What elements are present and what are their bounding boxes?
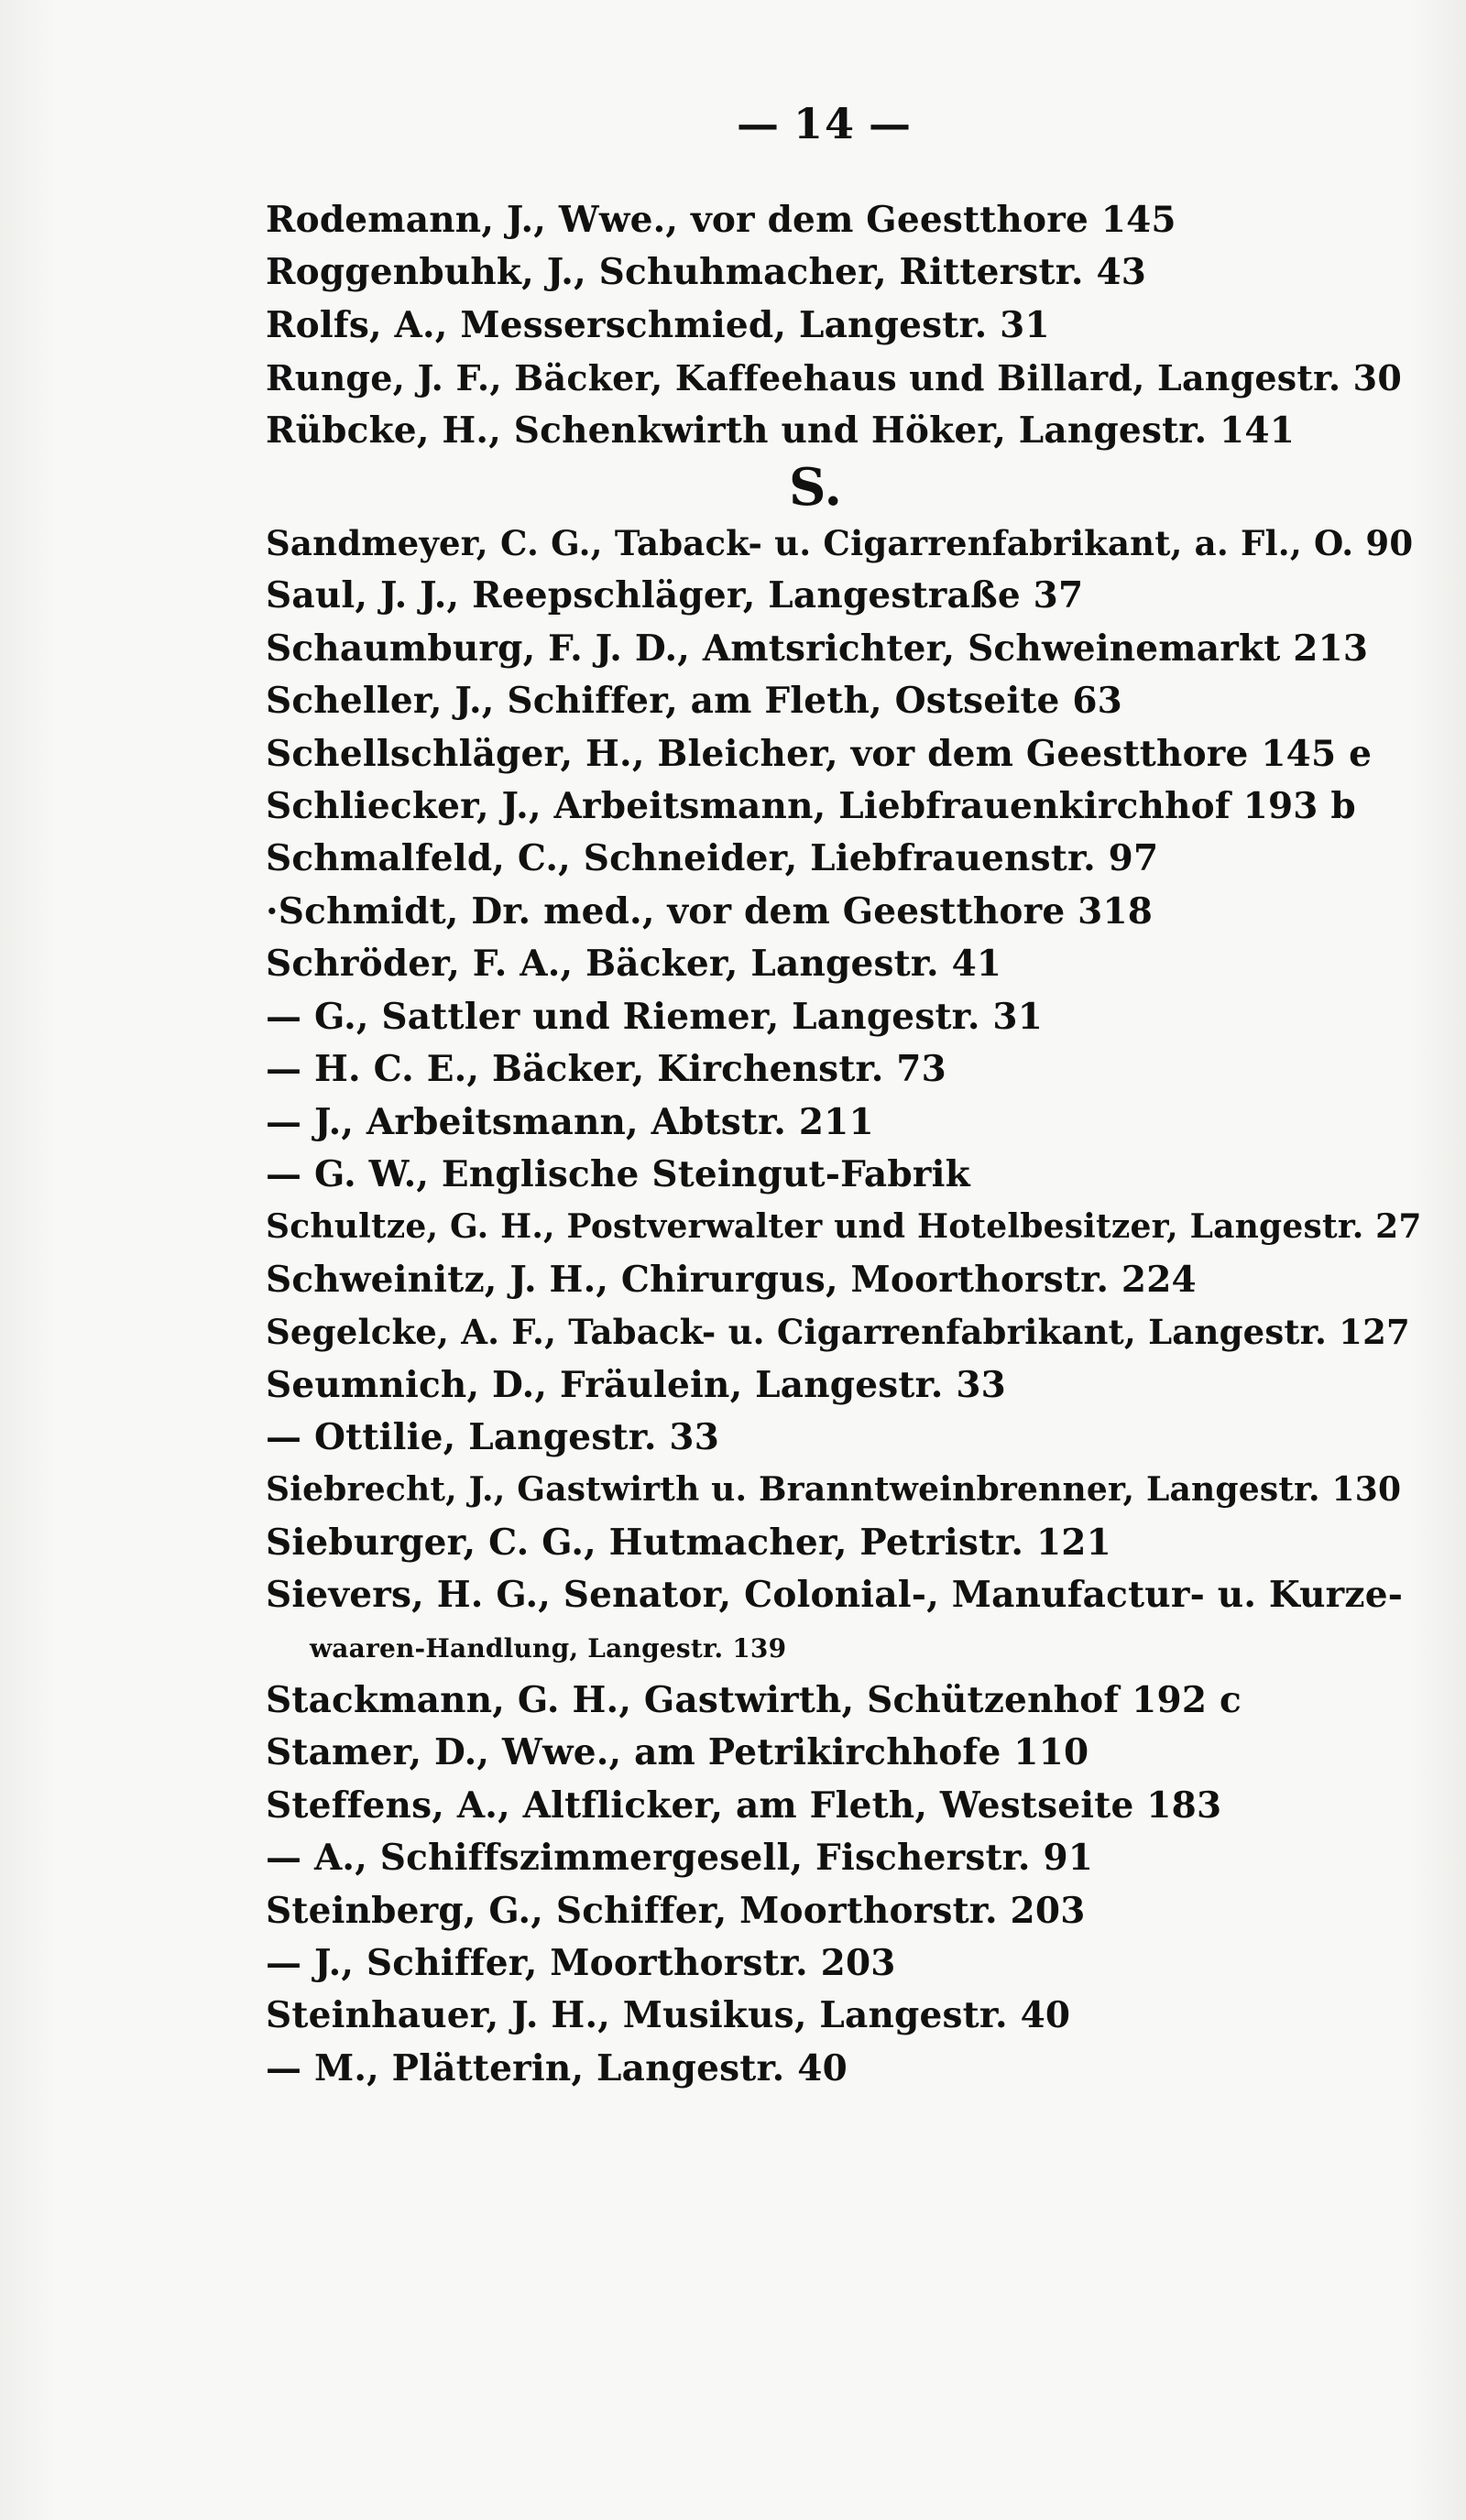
entry-ruebcke: Rübcke, H., Schenkwirth und Höker, Langestr. 141	[266, 409, 1296, 452]
entry-steinberg-j: — J., Schiffer, Moorthorstr. 203	[266, 1942, 896, 1984]
entry-seumnich-ottilie: — Ottilie, Langestr. 33	[266, 1415, 720, 1458]
page-number-value: 14	[793, 99, 856, 148]
entry-stamer: Stamer, D., Wwe., am Petrikirchhofe 110	[266, 1731, 1089, 1774]
entry-schultze: Schultze, G. H., Postverwalter und Hotelbesitzer, Langestr. 27	[266, 1207, 1422, 1247]
entry-schroeder-j: — J., Arbeitsmann, Abtstr. 211	[266, 1100, 874, 1143]
section-heading-s: S.	[789, 457, 842, 518]
entry-runge: Runge, J. F., Bäcker, Kaffeehaus und Billard, Langestr. 30	[266, 357, 1402, 399]
dash-right: —	[869, 99, 913, 148]
entry-schroeder-g: — G., Sattler und Riemer, Langestr. 31	[266, 995, 1044, 1038]
entry-steffens: Steffens, A., Altflicker, am Fleth, Westseite 183	[266, 1784, 1222, 1827]
entry-schliecker: Schliecker, J., Arbeitsmann, Liebfrauenkirchhof 193 b	[266, 785, 1356, 828]
entry-steinberg: Steinberg, G., Schiffer, Moorthorstr. 203	[266, 1889, 1086, 1932]
entry-schweinitz: Schweinitz, J. H., Chirurgus, Moorthorstr. 224	[266, 1258, 1197, 1301]
entry-sandmeyer: Sandmeyer, C. G., Taback- u. Cigarrenfabrikant, a. Fl., O. 90	[266, 523, 1414, 564]
entry-roggenbuhk: Roggenbuhk, J., Schuhmacher, Ritterstr. 43	[266, 251, 1147, 294]
page-number	[0, 99, 1466, 148]
entry-schaumburg: Schaumburg, F. J. D., Amtsrichter, Schweinemarkt 213	[266, 627, 1369, 670]
entry-schellschlaeger: Schellschläger, H., Bleicher, vor dem Geestthore 145 e	[266, 732, 1373, 775]
entry-sieburger: Sieburger, C. G., Hutmacher, Petristr. 121	[266, 1521, 1111, 1564]
entry-scheller: Scheller, J., Schiffer, am Fleth, Ostseite 63	[266, 680, 1123, 723]
entry-schroeder: Schröder, F. A., Bäcker, Langestr. 41	[266, 943, 1002, 986]
entry-schmalfeld: Schmalfeld, C., Schneider, Liebfrauenstr. 97	[266, 837, 1159, 880]
entry-schroeder-gw: — G. W., Englische Steingut-Fabrik	[266, 1152, 970, 1195]
entry-rolfs: Rolfs, A., Messerschmied, Langestr. 31	[266, 303, 1050, 346]
entry-schroeder-hce: — H. C. E., Bäcker, Kirchenstr. 73	[266, 1048, 946, 1091]
entry-siebrecht: Siebrecht, J., Gastwirth u. Branntweinbrenner, Langestr. 130	[266, 1470, 1402, 1510]
dash-left: —	[736, 99, 781, 148]
entry-steinhauer: Steinhauer, J. H., Musikus, Langestr. 40	[266, 1994, 1071, 2037]
entry-seumnich: Seumnich, D., Fräulein, Langestr. 33	[266, 1363, 1007, 1406]
entry-steinhauer-m: — M., Plätterin, Langestr. 40	[266, 2046, 848, 2089]
entry-steffens-a: — A., Schiffszimmergesell, Fischerstr. 91	[266, 1837, 1094, 1880]
entry-segelcke: Segelcke, A. F., Taback- u. Cigarrenfabrikant, Langestr. 127	[266, 1312, 1411, 1353]
entry-sievers: Sievers, H. G., Senator, Colonial-, Manufactur- u. Kurze-	[266, 1574, 1404, 1617]
entry-saul: Saul, J. J., Reepschläger, Langestraße 37	[266, 574, 1084, 617]
entry-rodemann: Rodemann, J., Wwe., vor dem Geestthore 145	[266, 199, 1176, 241]
entry-schmidt: ·Schmidt, Dr. med., vor dem Geestthore 318	[266, 889, 1154, 933]
entry-stackmann: Stackmann, G. H., Gastwirth, Schützenhof 192 c	[266, 1678, 1242, 1721]
directory-entries	[266, 194, 1429, 2095]
entry-sievers-continued: waaren-Handlung, Langestr. 139	[310, 1632, 787, 1664]
